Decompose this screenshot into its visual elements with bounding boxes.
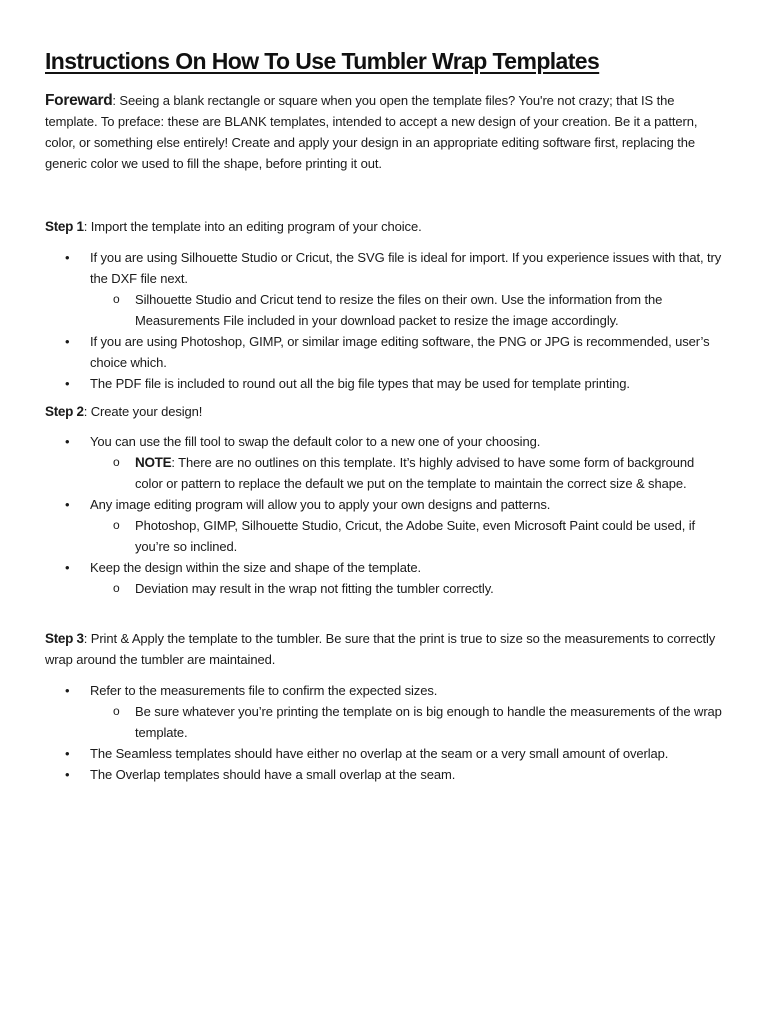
step2-lead: Step 2 <box>45 404 84 419</box>
step3-lead: Step 3 <box>45 631 84 646</box>
list-item: o Deviation may result in the wrap not fitting the tumbler correctly. <box>45 578 725 599</box>
list-item: • Keep the design within the size and shape of the template. <box>45 557 725 578</box>
foreword-text: : Seeing a blank rectangle or square when you open the template files? You're not crazy; that IS the template. To preface: these are BLANK templates, intended to accept a new design of your creation. Be it a pattern, color, or something else entirely! Create and apply your design in an appropriate editing software first, replacing the generic color we used to fill the shape, before printing it out. <box>45 93 698 171</box>
page-title: Instructions On How To Use Tumbler Wrap Templates <box>45 48 600 74</box>
list-item: • Any image editing program will allow you to apply your own designs and patterns. <box>45 494 725 515</box>
bullet-icon: • <box>65 376 70 391</box>
list-item: o NOTE: There are no outlines on this template. It’s highly advised to have some form of background color or pattern to replace the default we put on the template to maintain the correct size & shape. <box>45 452 725 494</box>
list-item: o Be sure whatever you’re printing the template on is big enough to handle the measurements of the wrap template. <box>45 701 725 743</box>
step3-heading <box>45 628 725 670</box>
list-item: • You can use the fill tool to swap the default color to a new one of your choosing. <box>45 431 725 452</box>
list-item: • The Overlap templates should have a small overlap at the seam. <box>45 764 725 785</box>
list-item: o Silhouette Studio and Cricut tend to resize the files on their own. Use the information from the Measurements File included in your download packet to resize the image accordingly. <box>45 289 725 331</box>
sub-bullet-icon: o <box>113 581 120 595</box>
bullet-icon: • <box>65 767 70 782</box>
list-item: • The Seamless templates should have either no overlap at the seam or a very small amount of overlap. <box>45 743 725 764</box>
note-lead: NOTE <box>135 455 172 470</box>
step2-text: : Create your design! <box>83 404 203 419</box>
bullet-icon: • <box>65 250 70 265</box>
list-item: o Photoshop, GIMP, Silhouette Studio, Cricut, the Adobe Suite, even Microsoft Paint could be used, if you’re so inclined. <box>45 515 725 557</box>
foreword-lead: Foreward <box>45 92 113 109</box>
list-item: • Refer to the measurements file to confirm the expected sizes. <box>45 680 725 701</box>
foreword-paragraph <box>45 90 725 174</box>
step1-lead: Step 1 <box>45 219 84 234</box>
list-item: • If you are using Photoshop, GIMP, or similar image editing software, the PNG or JPG is recommended, user’s choice which. <box>45 331 725 373</box>
bullet-icon: • <box>65 746 70 761</box>
sub-bullet-icon: o <box>113 704 120 718</box>
step3-list <box>45 680 725 785</box>
step3-text: : Print & Apply the template to the tumbler. Be sure that the print is true to size so the measurements to correctly wrap around the tumbler are maintained. <box>45 631 716 667</box>
step2-heading <box>45 401 725 422</box>
step1-heading <box>45 216 725 237</box>
step1-list <box>45 247 725 394</box>
step2-list <box>45 431 725 599</box>
list-item: • If you are using Silhouette Studio or Cricut, the SVG file is ideal for import. If you experience issues with that, try the DXF file next. <box>45 247 725 289</box>
bullet-icon: • <box>65 434 70 449</box>
sub-bullet-icon: o <box>113 455 120 469</box>
bullet-icon: • <box>65 334 70 349</box>
list-item: • The PDF file is included to round out all the big file types that may be used for template printing. <box>45 373 725 394</box>
bullet-icon: • <box>65 497 70 512</box>
bullet-icon: • <box>65 683 70 698</box>
step1-text: : Import the template into an editing program of your choice. <box>83 219 422 234</box>
sub-bullet-icon: o <box>113 292 120 306</box>
sub-bullet-icon: o <box>113 518 120 532</box>
bullet-icon: • <box>65 560 70 575</box>
